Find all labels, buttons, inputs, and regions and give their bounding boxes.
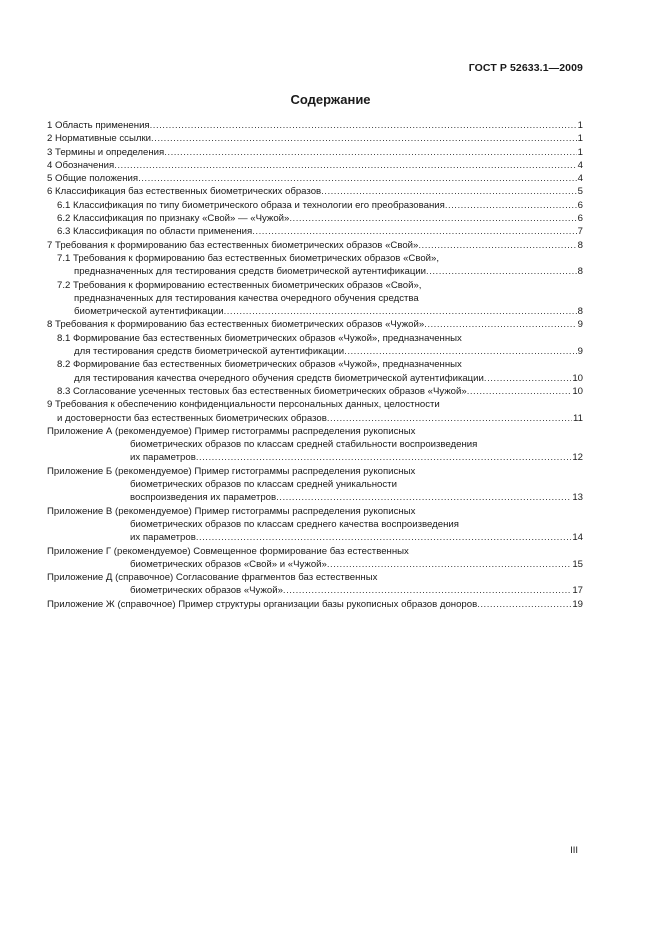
toc-entry-last-line [47, 451, 583, 464]
toc-entry-line: 7.2 Требования к формированию естественных биометрических образов «Свой», [57, 279, 422, 291]
toc-page-number: 8 [577, 239, 583, 251]
page-number: III [570, 845, 578, 856]
toc-page-number: 6 [577, 199, 583, 211]
toc-entry-last-line [47, 305, 583, 318]
toc-entry[interactable] [47, 159, 583, 172]
toc-entry-last-line [47, 185, 583, 198]
toc-entry-last-line [47, 146, 583, 159]
toc-entry-text: 8 Требования к формированию баз естественных биометрических образов «Чужой» [47, 319, 425, 331]
toc-entry[interactable] [47, 199, 583, 212]
toc-entry[interactable] [47, 172, 583, 185]
toc-entry-line: биометрических образов по классам средней стабильности воспроизведения [130, 439, 478, 451]
toc-page-number: 15 [572, 558, 583, 570]
toc-entry-line: биометрических образов по классам среднего качества воспроизведения [130, 518, 459, 530]
dot-leader [327, 558, 571, 571]
dot-leader [252, 225, 576, 238]
toc-entry-last-line [47, 212, 583, 225]
toc-entry-line: 8.1 Формирование баз естественных биометрических образов «Чужой», предназначенных [57, 332, 462, 344]
dot-leader [484, 372, 571, 385]
toc-entry-text: 7 Требования к формированию баз естественных биометрических образов «Свой» [47, 239, 419, 251]
toc-entry-line: Приложение Д (справочное) Согласование фрагментов баз естественных [47, 572, 378, 584]
toc-entry-text: их параметров [130, 532, 196, 544]
dot-leader [445, 199, 577, 212]
toc-entry-line: биометрических образов по классам средней уникальности [130, 479, 397, 491]
toc-entry-line: 7.1 Требования к формированию баз естественных биометрических образов «Свой», [57, 252, 440, 264]
toc-entry-text: 4 Обозначения [47, 159, 115, 171]
toc-entry-last-line [47, 119, 583, 132]
toc-entry[interactable] [47, 185, 583, 198]
dot-leader [164, 146, 576, 159]
toc-entry-text: биометрических образов «Свой» и «Чужой» [130, 558, 327, 570]
toc-entry-text: 6.1 Классификация по типу биометрического образа и технологии его преобразования [57, 199, 445, 211]
dot-leader [150, 119, 577, 132]
toc-entry-last-line [47, 598, 583, 611]
dot-leader [327, 412, 572, 425]
toc-entry-text: 6.2 Классификация по признаку «Свой» — «Чужой» [57, 213, 290, 225]
toc-entry-text: 8.3 Согласование усеченных тестовых баз естественных биометрических образов «Чужой» [57, 385, 467, 397]
toc-page-number: 7 [577, 226, 583, 238]
standard-designation: ГОСТ Р 52633.1—2009 [468, 62, 583, 74]
toc-entry[interactable] [47, 545, 583, 572]
toc-page-number: 19 [572, 598, 583, 610]
toc-page-number: 11 [573, 412, 583, 424]
toc-entry-last-line [47, 412, 583, 425]
dot-leader [151, 132, 577, 145]
toc-entry[interactable] [47, 146, 583, 159]
toc-page-number: 13 [572, 492, 583, 504]
toc-page-number: 6 [577, 213, 583, 225]
toc-entry-last-line [47, 172, 583, 185]
dot-leader [426, 265, 577, 278]
toc-entry-last-line [47, 584, 583, 597]
toc-page-number: 1 [577, 120, 583, 131]
toc-entry-line: Приложение Б (рекомендуемое) Пример гистограммы распределения рукописных [47, 465, 416, 477]
toc-entry[interactable] [47, 279, 583, 319]
toc-entry[interactable] [47, 332, 583, 359]
toc-page-number: 4 [577, 159, 583, 171]
toc-entry[interactable] [47, 239, 583, 252]
dot-leader [196, 451, 572, 464]
dot-leader [114, 159, 576, 172]
toc-entry[interactable] [47, 225, 583, 238]
toc-entry-last-line [47, 225, 583, 238]
toc-entry-last-line [47, 491, 583, 504]
toc-entry-text: и достоверности баз естественных биометрических образов [57, 412, 327, 424]
toc-entry-last-line [47, 345, 583, 358]
toc-entry[interactable] [47, 398, 583, 425]
dot-leader [424, 318, 577, 331]
toc-page-number: 1 [577, 146, 583, 158]
dot-leader [344, 345, 577, 358]
toc-page-number: 17 [572, 585, 583, 597]
toc-entry-text: для тестирования средств биометрической аутентификации [74, 346, 345, 358]
toc-page-number: 9 [577, 346, 583, 358]
toc-entry-last-line [47, 239, 583, 252]
dot-leader [138, 172, 577, 185]
toc-entry-last-line [47, 132, 583, 145]
toc-entry[interactable] [47, 505, 583, 545]
toc-entry-last-line [47, 385, 583, 398]
toc-page-number: 12 [572, 452, 583, 464]
toc-entry-text: предназначенных для тестирования средств биометрической аутентификации [74, 266, 427, 278]
toc-entry-last-line [47, 372, 583, 385]
dot-leader [467, 385, 572, 398]
toc-entry-text: воспроизведения их параметров [130, 492, 277, 504]
toc-entry-line: предназначенных для тестирования качества очередного обучения средства [74, 292, 419, 304]
toc-entry-last-line [47, 199, 583, 212]
toc-page-number: 8 [577, 266, 583, 278]
dot-leader [276, 491, 571, 504]
toc-entry[interactable] [47, 425, 583, 465]
toc-entry-text: биометрических образов «Чужой» [130, 585, 283, 597]
toc-entry-text: биометрической аутентификации [74, 306, 224, 318]
toc-entry-text: для тестирования качества очередного обучения средств биометрической аутентификации [74, 372, 484, 384]
toc-page-number: 9 [577, 319, 583, 331]
toc-entry-line: Приложение В (рекомендуемое) Пример гистограммы распределения рукописных [47, 505, 416, 517]
toc-entry-last-line [47, 531, 583, 544]
toc-entry-text: 5 Общие положения [47, 173, 139, 185]
toc-page-number: 4 [577, 173, 583, 185]
toc-entry-last-line [47, 265, 583, 278]
toc-page-number: 10 [572, 385, 583, 397]
toc-entry-last-line [47, 159, 583, 172]
toc-entry-last-line [47, 318, 583, 331]
toc-entry-text: 6.3 Классификация по области применения [57, 226, 253, 238]
toc-entry[interactable] [47, 252, 583, 279]
toc-entry-line: Приложение А (рекомендуемое) Пример гистограммы распределения рукописных [47, 425, 416, 437]
dot-leader [196, 531, 572, 544]
toc-entry[interactable] [47, 571, 583, 598]
toc-entry-line: 8.2 Формирование баз естественных биометрических образов «Чужой», предназначенных [57, 359, 462, 371]
toc-entry-text: 2 Нормативные ссылки [47, 133, 152, 145]
toc-entry[interactable] [47, 598, 583, 611]
toc-entry-text: 3 Термины и определения [47, 146, 165, 158]
dot-leader [418, 239, 576, 252]
dot-leader [289, 212, 576, 225]
toc-page-number: 10 [572, 372, 583, 384]
toc-entry[interactable] [47, 212, 583, 225]
toc-entry[interactable] [47, 465, 583, 505]
table-of-contents [47, 119, 583, 611]
toc-entry-text: 1 Область применения [47, 120, 150, 131]
toc-entry[interactable] [47, 318, 583, 331]
toc-entry[interactable] [47, 132, 583, 145]
toc-page-number: 5 [577, 186, 583, 198]
page-title: Содержание [290, 92, 371, 107]
toc-page-number: 1 [577, 133, 583, 145]
toc-entry-text: их параметров [130, 452, 196, 464]
dot-leader [283, 584, 571, 597]
toc-entry-last-line [47, 558, 583, 571]
dot-leader [321, 185, 577, 198]
dot-leader [477, 598, 571, 611]
toc-entry[interactable] [47, 358, 583, 385]
dot-leader [224, 305, 577, 318]
toc-entry-text: 6 Классификация баз естественных биометрических образов [47, 186, 322, 198]
toc-page-number: 8 [577, 306, 583, 318]
toc-entry-line: 9 Требования к обеспечению конфиденциальности персональных данных, целостности [47, 399, 440, 411]
toc-entry-text: Приложение Ж (справочное) Пример структуры организации базы рукописных образов доноров [47, 598, 478, 610]
toc-entry[interactable] [47, 385, 583, 398]
toc-entry[interactable] [47, 119, 583, 132]
toc-page-number: 14 [572, 532, 583, 544]
toc-entry-line: Приложение Г (рекомендуемое) Совмещенное формирование баз естественных [47, 545, 409, 557]
